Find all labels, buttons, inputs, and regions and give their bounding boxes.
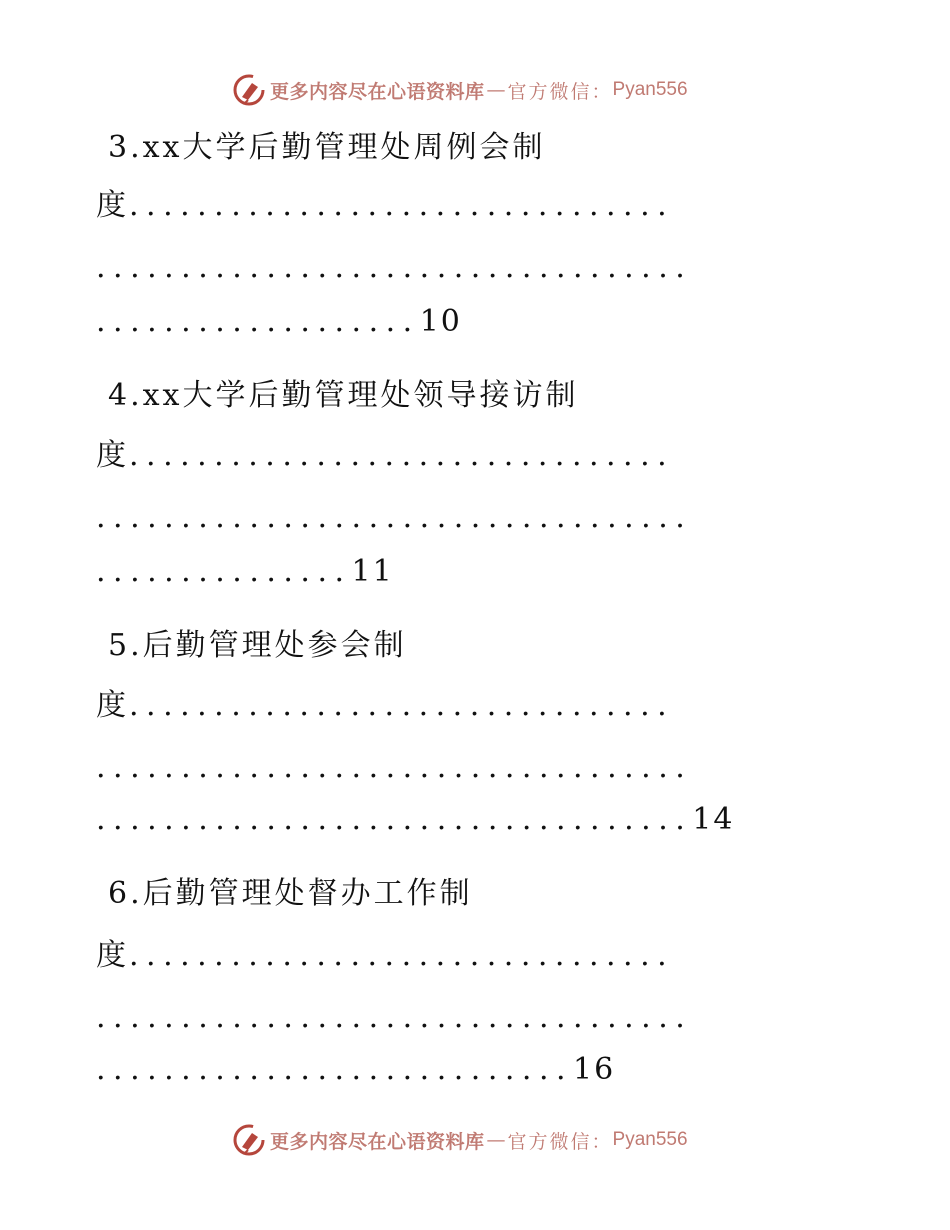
toc-entry-line — [96, 798, 734, 842]
toc-leader-dots: ................................... — [96, 1000, 693, 1035]
toc-leader-dots: ................................ — [129, 188, 675, 223]
toc-entry-line — [96, 300, 462, 344]
pen-nib-icon — [232, 1123, 266, 1157]
toc-leader-dots: ................... — [96, 304, 420, 339]
toc-leader-dots: ................................ — [129, 938, 675, 973]
toc-entry-title[interactable]: 6.后勤管理处督办工作制 — [108, 876, 473, 911]
toc-leader-dots: ................................ — [129, 438, 675, 473]
toc-page-number[interactable]: 14 — [692, 802, 735, 837]
toc-entry-line — [96, 550, 394, 594]
toc-leader-dots: ................................... — [96, 750, 693, 785]
toc-entry-lead: 度 — [96, 688, 129, 723]
toc-leader-dots: ............... — [96, 554, 352, 589]
watermark-wechat-id: Pyan556 — [612, 79, 688, 100]
toc-entry-title[interactable]: 4.xx大学后勤管理处领导接访制 — [108, 378, 579, 413]
toc-entry-line — [96, 934, 674, 978]
watermark-separator: — — [486, 1129, 506, 1151]
toc-entry-title[interactable]: 3.xx大学后勤管理处周例会制 — [108, 130, 546, 165]
toc-entry-line — [96, 684, 674, 728]
toc-entry-line — [96, 184, 674, 228]
watermark-wechat-id: Pyan556 — [612, 1129, 688, 1150]
toc-leader-dots: ................................... — [96, 500, 693, 535]
toc-page-number[interactable]: 16 — [573, 1052, 616, 1087]
toc-entry-lead: 度 — [96, 438, 129, 473]
footer-watermark — [232, 1122, 688, 1158]
toc-page-number[interactable]: 11 — [351, 554, 394, 589]
watermark-wechat-label: 官方微信： — [507, 1130, 613, 1153]
watermark-wechat-label: 官方微信： — [507, 80, 613, 103]
watermark-brand-text: 更多内容尽在心语资料库 — [270, 80, 485, 103]
watermark-brand-text: 更多内容尽在心语资料库 — [270, 1130, 485, 1153]
toc-entry-line — [96, 1048, 615, 1092]
toc-leader-dots: ................................... — [96, 250, 693, 285]
watermark-separator: — — [486, 79, 506, 101]
toc-page-number[interactable]: 10 — [419, 304, 462, 339]
toc-entry-title[interactable]: 5.后勤管理处参会制 — [108, 628, 407, 663]
toc-leader-dots: ................................ — [129, 688, 675, 723]
toc-entry-lead: 度 — [96, 938, 129, 973]
toc-leader-dots: ................................... — [96, 802, 693, 837]
toc-entry-line — [96, 434, 674, 478]
toc-leader-dots: ............................ — [96, 1052, 574, 1087]
toc-entry-lead: 度 — [96, 188, 129, 223]
